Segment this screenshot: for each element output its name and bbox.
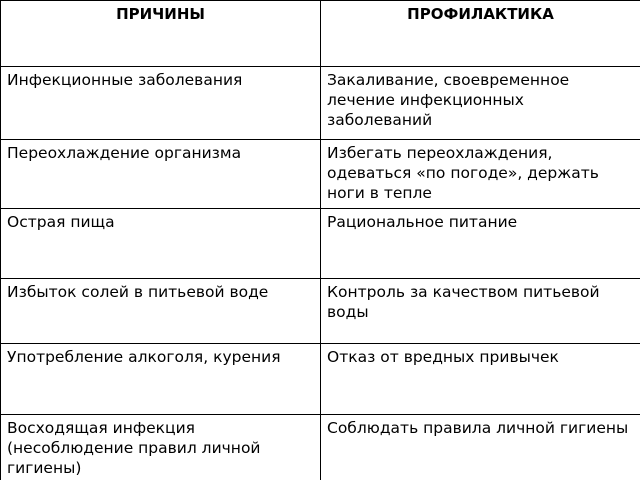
cause-cell: Избыток солей в питьевой воде [1,279,321,344]
prevention-cell: Контроль за качеством питьевой воды [321,279,640,344]
cause-cell: Острая пища [1,209,321,279]
prevention-cell: Рациональное питание [321,209,640,279]
header-prevention: ПРОФИЛАКТИКА [321,1,640,67]
header-causes: ПРИЧИНЫ [1,1,321,67]
table-row [1,67,640,140]
prevention-cell: Отказ от вредных привычек [321,344,640,415]
cause-cell: Инфекционные заболевания [1,67,321,140]
prevention-cell: Избегать переохлаждения, одеваться «по погоде», держать ноги в тепле [321,140,640,209]
cause-cell: Употребление алкоголя, курения [1,344,321,415]
cause-cell: Переохлаждение организма [1,140,321,209]
cause-cell: Восходящая инфекция (несоблюдение правил личной гигиены) [1,415,321,480]
prevention-cell: Закаливание, своевременное лечение инфекционных заболеваний [321,67,640,140]
table-row [1,209,640,279]
table-row [1,279,640,344]
table-row [1,140,640,209]
table-row [1,415,640,480]
table-row [1,344,640,415]
prevention-cell: Соблюдать правила личной гигиены [321,415,640,480]
header-row [1,1,640,67]
